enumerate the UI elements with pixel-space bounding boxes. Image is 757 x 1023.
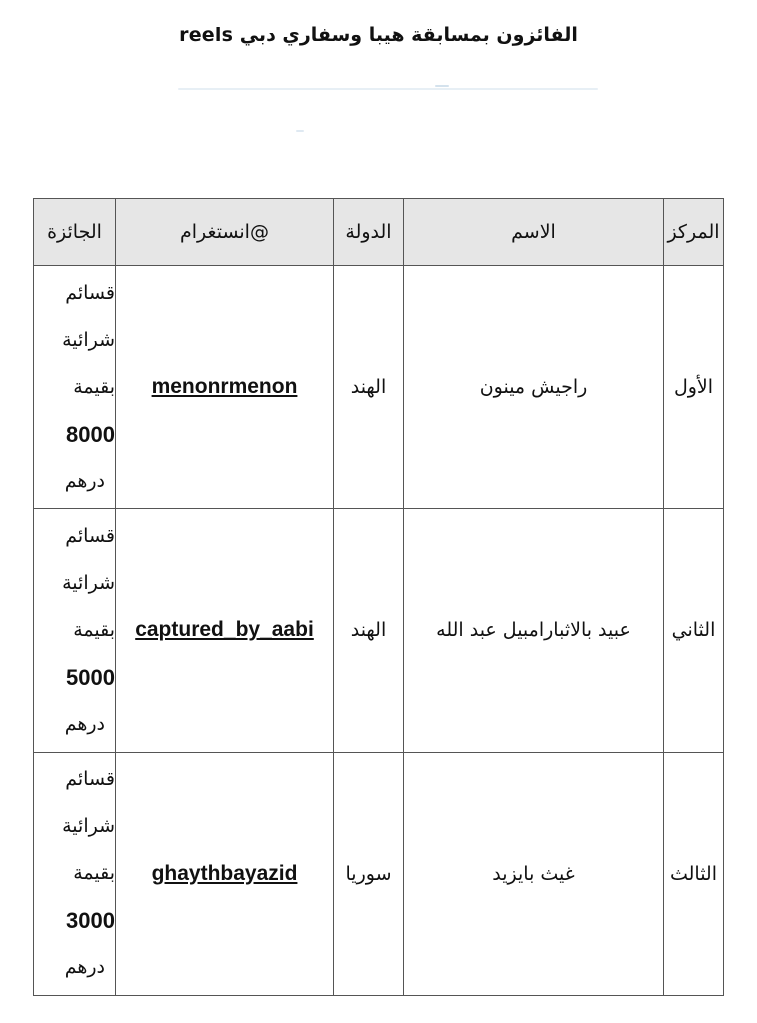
instagram-link[interactable]: captured_by_aabi — [135, 618, 314, 642]
instagram-cell — [116, 266, 334, 509]
instagram-link[interactable]: ghaythbayazid — [151, 861, 298, 885]
name-cell: راجيش مينون — [404, 266, 664, 509]
prize-amount: 8000 — [66, 421, 115, 447]
table-row — [34, 752, 724, 995]
prize-cell — [34, 752, 116, 995]
column-header-prize: الجائزة — [34, 199, 116, 266]
prize-line: بقيمة — [73, 375, 115, 398]
decorative-smudge — [435, 85, 449, 87]
rank-cell: الأول — [664, 266, 724, 509]
instagram-cell — [116, 509, 334, 752]
instagram-link[interactable]: menonrmenon — [151, 375, 298, 399]
prize-currency: درهم — [64, 956, 105, 979]
table-row — [34, 509, 724, 752]
column-header-country: الدولة — [334, 199, 404, 266]
name-cell: عبيد بالاثبارامبيل عبد الله — [404, 509, 664, 752]
page-title: الفائزون بمسابقة هيبا وسفاري دبي reels — [179, 24, 578, 46]
prize-line: قسائم — [65, 281, 115, 304]
prize-currency: درهم — [64, 469, 105, 492]
name-cell: غيث بايزيد — [404, 752, 664, 995]
prize-line: بقيمة — [73, 862, 115, 885]
prize-line: بقيمة — [73, 618, 115, 641]
prize-cell — [34, 509, 116, 752]
table-row — [34, 266, 724, 509]
country-cell: سوريا — [334, 752, 404, 995]
prize-line: شرائية — [62, 328, 115, 351]
prize-line: شرائية — [62, 815, 115, 838]
prize-line: قسائم — [65, 524, 115, 547]
prize-line: شرائية — [62, 571, 115, 594]
prize-currency: درهم — [64, 712, 105, 735]
prize-line: قسائم — [65, 768, 115, 791]
country-cell: الهند — [334, 509, 404, 752]
prize-cell — [34, 266, 116, 509]
winners-table — [33, 198, 724, 996]
decorative-smudge — [296, 130, 304, 132]
column-header-rank: المركز — [664, 199, 724, 266]
column-header-name: الاسم — [404, 199, 664, 266]
decorative-smudge — [178, 88, 598, 90]
prize-amount: 3000 — [66, 908, 115, 934]
prize-amount: 5000 — [66, 664, 115, 690]
column-header-instagram: @انستغرام — [116, 199, 334, 266]
instagram-cell — [116, 752, 334, 995]
rank-cell: الثاني — [664, 509, 724, 752]
rank-cell: الثالث — [664, 752, 724, 995]
country-cell: الهند — [334, 266, 404, 509]
table-header-row — [34, 199, 724, 266]
